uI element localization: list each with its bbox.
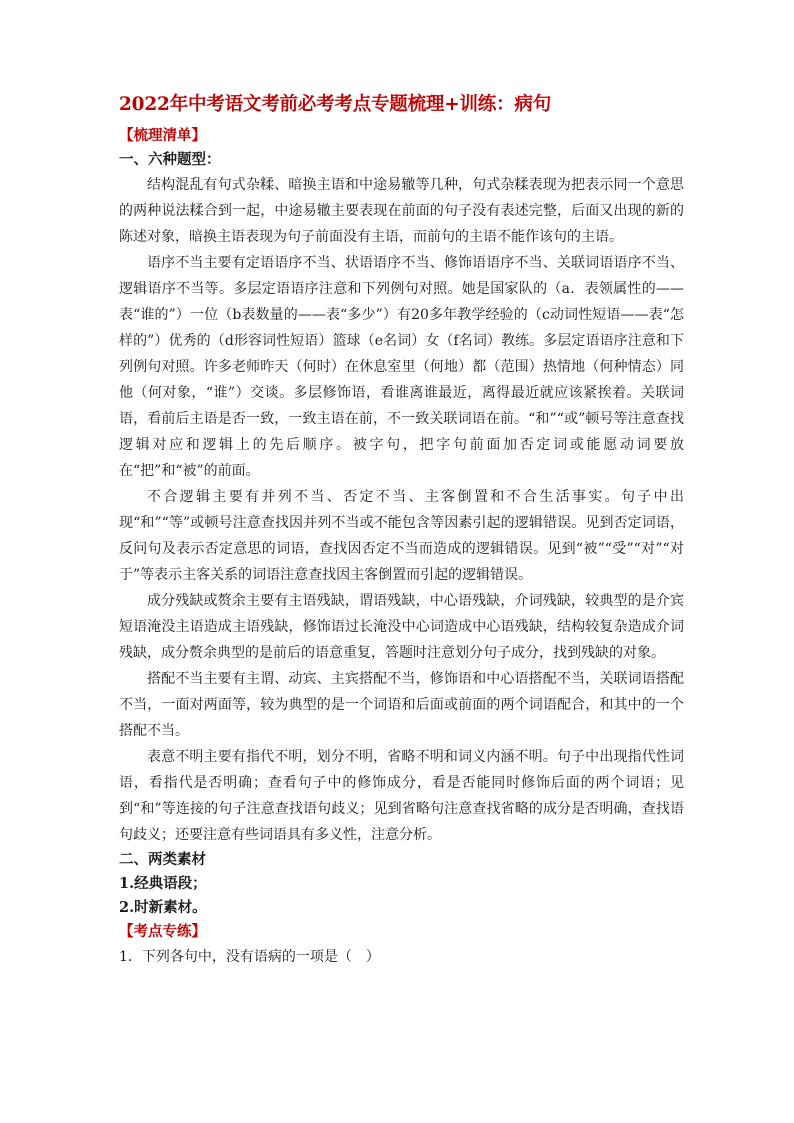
question-1: 1．下列各句中，没有语病的一项是（ ） <box>119 949 380 965</box>
paragraph-mismatch: 搭配不当主要有主谓、动宾、主宾搭配不当，修饰语和中心语搭配不当，关联词语搭配不当，一面对两面等，较为典型的是一个词语和后面或前面的两个词语配合，和其中的一个搭配不当。 <box>119 671 684 739</box>
paragraph-missing-redundant: 成分残缺或赘余主要有主语残缺，谓语残缺，中心语残缺，介词残缺，较典型的是介宾短语淹没主语造成主语残缺，修饰语过长淹没中心词造成中心语残缺，结构较复杂造成介词残缺，成分赘余典型的是前后的语意重复，答题时注意划分句子成分，找到残缺的对象。 <box>119 593 684 661</box>
two-materials-heading: 二、两类素材 <box>119 851 206 868</box>
paragraph-unclear-meaning: 表意不明主要有指代不明，划分不明，省略不明和词义内涵不明。句子中出现指代性词语，看指代是否明确；查看句子中的修饰成分，看是否能同时修饰后面的两个词语；见到“和”等连接的句子注意查找语句歧义；见到省略句注意查找省略的成分是否明确，查找语句歧义；还要注意有些词语具有多义性，注意分析。 <box>119 749 684 843</box>
paragraph-word-order: 语序不当主要有定语语序不当、状语语序不当、修饰语语序不当、关联词语语序不当、逻辑语序不当等。多层定语语序注意和下列例句对照。她是国家队的（a．表领属性的——表“谁的”）一位（b表数量的——表“多少”）有20多年教学经验的（c动词性短语——表“怎样的”）优秀的（d形容词性短语）篮球（e名词）女（f名词）教练。多层定语语序注意和下列例句对照。许多老师昨天（何时）在休息室里（何地）都（范围）热情地（何种情态）同他（何对象，“谁”）交谈。多层修饰语，看谁离谁最近，离得最近就应该紧挨着。关联词语，看前后主语是否一致，一致主语在前，不一致关联词语在前。“和”“或”顿号等注意查找逻辑对应和逻辑上的先后顺序。被字句，把字句前面加否定词或能愿动词要放在“把”和“被”的前面。 <box>119 255 684 479</box>
paragraph-structure-confusion: 结构混乱有句式杂糅、暗换主语和中途易辙等几种，句式杂糅表现为把表示同一个意思的两种说法糅合到一起，中途易辙主要表现在前面的句子没有表述完整，后面又出现的新的陈述对象，暗换主语表现为句子前面没有主语，而前句的主语不能作该句的主语。 <box>119 177 684 245</box>
exercise-tag: 【考点专练】 <box>119 923 206 940</box>
material-classic: 1.经典语段； <box>119 875 207 892</box>
paragraph-illogical: 不合逻辑主要有并列不当、否定不当、主客倒置和不合生活事实。句子中出现“和”“等”或顿号注意查找因并列不当或不能包含等因素引起的逻辑错误。见到否定词语，反问句及表示否定意思的词语，查找因否定不当而造成的逻辑错误。见到“被”“受”“对”“对于”等表示主客关系的词语注意查找因主客倒置而引起的逻辑错误。 <box>119 489 684 583</box>
document-content <box>119 92 684 970</box>
checklist-tag: 【梳理清单】 <box>119 127 206 144</box>
material-current: 2.时新素材。 <box>119 899 207 916</box>
six-types-heading: 一、六种题型： <box>119 151 221 168</box>
document-title: 2022年中考语文考前必考考点专题梳理+训练：病句 <box>119 94 551 115</box>
